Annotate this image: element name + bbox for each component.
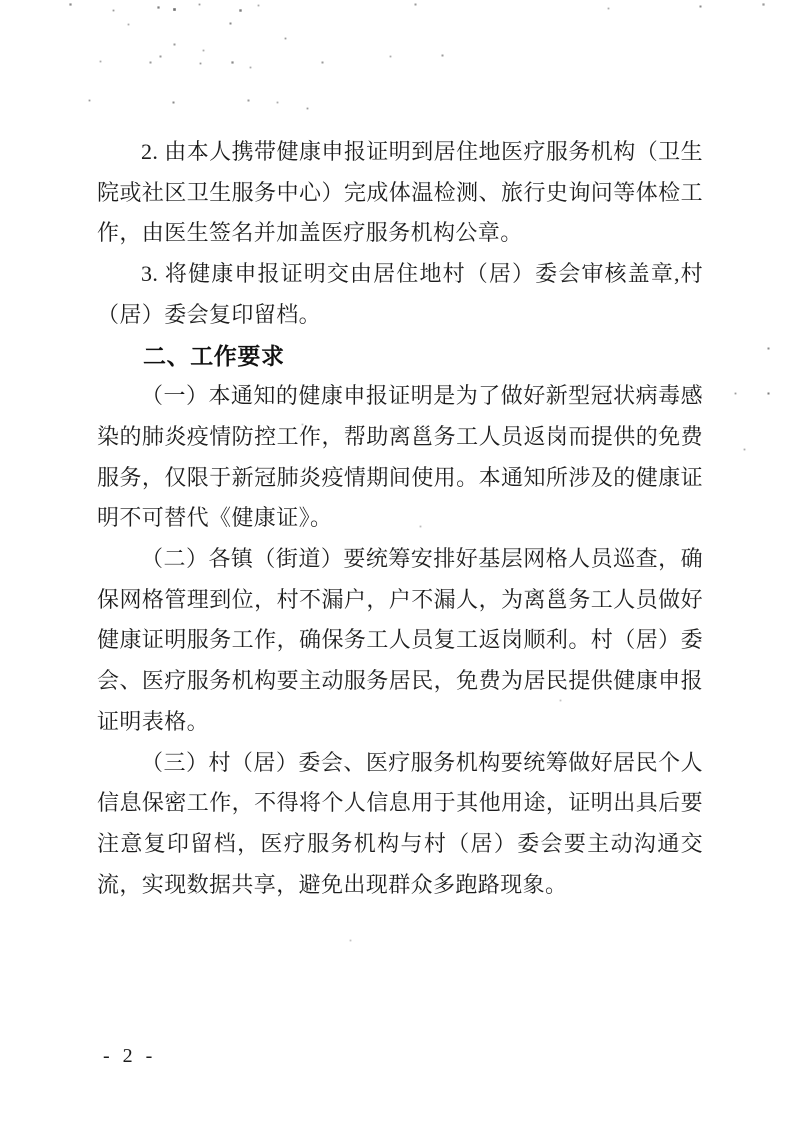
paragraph-step-2: 2. 由本人携带健康申报证明到居住地医疗服务机构（卫生院或社区卫生服务中心）完成体温检测、旅行史询问等体检工作，由医生签名并加盖医疗服务机构公章。 bbox=[97, 139, 703, 246]
page-number: - 2 - bbox=[103, 1045, 157, 1067]
paragraph-requirement-3: （三）村（居）委会、医疗服务机构要统筹做好居民个人信息保密工作，不得将个人信息用于其他用途，证明出具后要注意复印留档，医疗服务机构与村（居）委会要主动沟通交流，实现数据共享，避免出现群众多跑路现象。 bbox=[97, 749, 703, 897]
paragraph-requirement-2: （二）各镇（街道）要统筹安排好基层网格人员巡查，确保网格管理到位，村不漏户，户不漏人，为离邕务工人员做好健康证明服务工作，确保务工人员复工返岗顺利。村（居）委会、医疗服务机构要主动服务居民，免费为居民提供健康申报证明表格。 bbox=[97, 546, 703, 734]
scan-noise-specks bbox=[0, 0, 1, 1]
section-heading-work-requirements: 二、工作要求 bbox=[143, 342, 285, 369]
paragraph-step-3: 3. 将健康申报证明交由居住地村（居）委会审核盖章,村（居）委会复印留档。 bbox=[97, 261, 703, 327]
document-body bbox=[97, 132, 703, 905]
paragraph-requirement-1: （一）本通知的健康申报证明是为了做好新型冠状病毒感染的肺炎疫情防控工作，帮助离邕务工人员返岗而提供的免费服务，仅限于新冠肺炎疫情期间使用。本通知所涉及的健康证明不可替代《健康证》。 bbox=[97, 383, 703, 531]
